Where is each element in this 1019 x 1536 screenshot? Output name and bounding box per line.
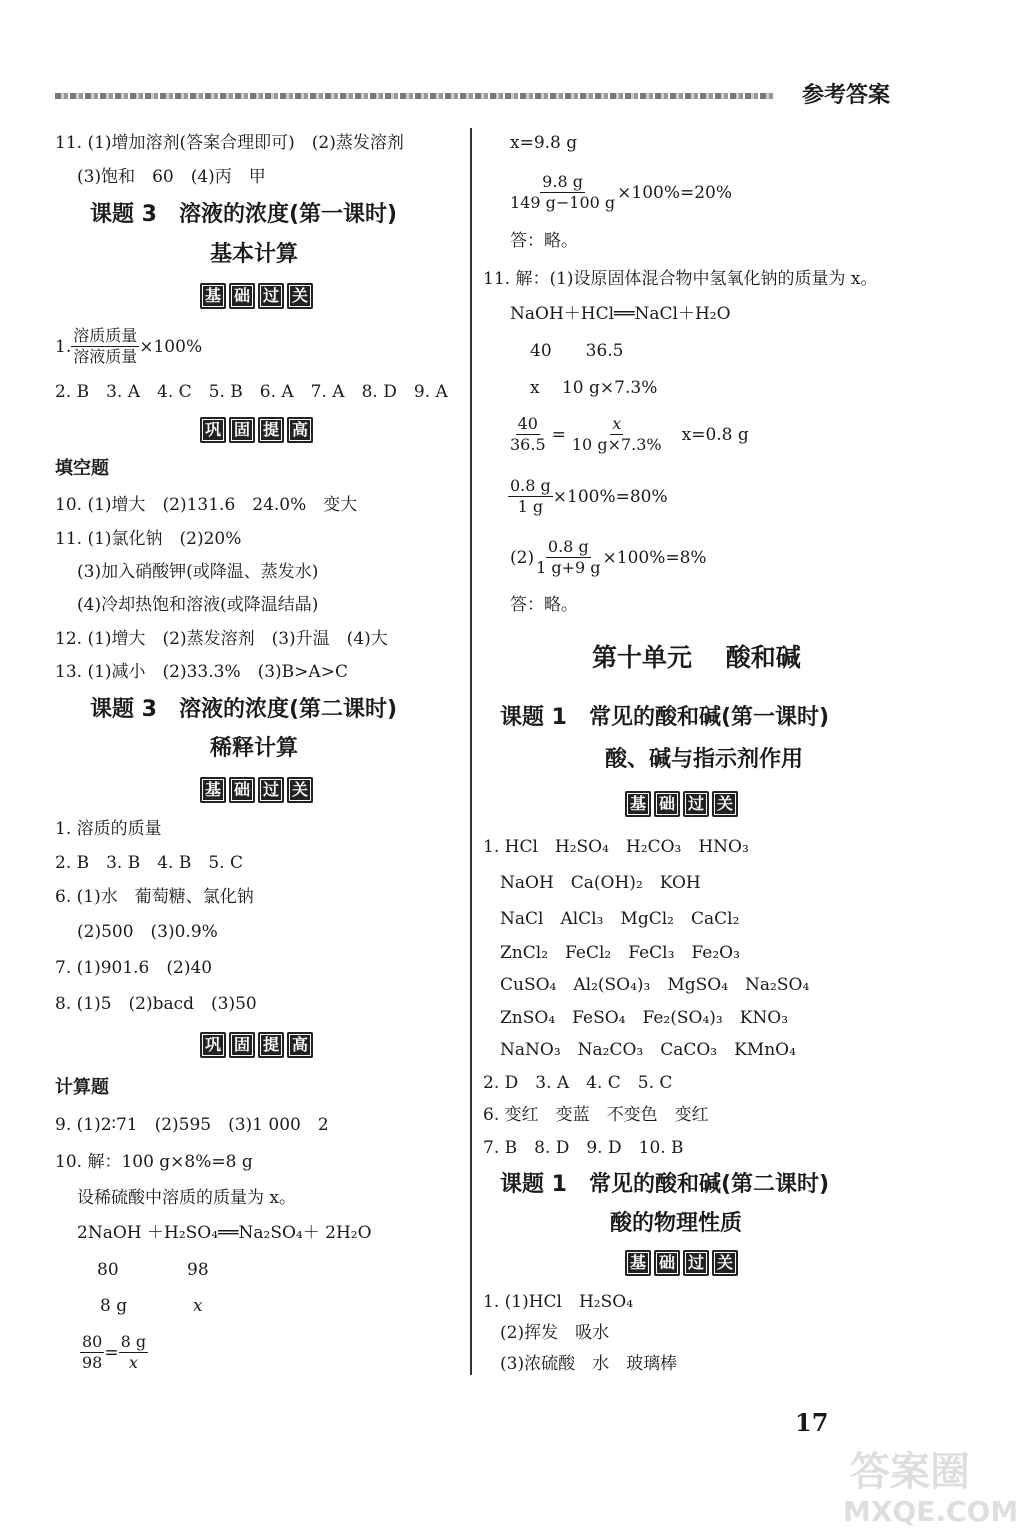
- answer-line: 6. (1)水 葡萄糖、氯化钠: [55, 887, 254, 907]
- equation-value: 8 g: [100, 1296, 128, 1316]
- answer-line: 答：略。: [510, 595, 578, 615]
- section-subtitle: 稀释计算: [210, 736, 299, 761]
- answer-line: (2)挥发 吸水: [500, 1323, 610, 1343]
- answer-fraction: $\frac{9.8 g}{149 g-100 g}$ ×100%=20%: [510, 172, 733, 212]
- badge-basic: 基 础 过 关: [200, 283, 313, 309]
- answer-fraction: $\frac{0.8 g}{1 g}$ ×100%=80%: [510, 476, 668, 516]
- answer-line: ZnCl₂ FeCl₂ FeCl₃ Fe₂O₃: [500, 943, 740, 963]
- answer-line: NaOH Ca(OH)₂ KOH: [500, 873, 701, 893]
- answer-line: (2)500 (3)0.9%: [77, 922, 218, 942]
- equation-value: 40 36.5: [530, 341, 624, 361]
- section-subtitle: 酸的物理性质: [610, 1211, 743, 1236]
- answer-line: 答：略。: [510, 231, 578, 251]
- section-subtitle: 基本计算: [210, 242, 299, 267]
- answer-line: (4)冷却热饱和溶液(或降温结晶): [77, 595, 319, 615]
- header-rule: [55, 93, 775, 99]
- equation-value: x 10 g×7.3%: [530, 378, 658, 398]
- answer-line: CuSO₄ Al₂(SO₄)₃ MgSO₄ Na₂SO₄: [500, 975, 810, 995]
- answer-line: (3)饱和 60 (4)丙 甲: [77, 167, 266, 187]
- answer-fraction: (2) $\frac{0.8 g}{1 g+9 g}$ ×100%=8%: [510, 537, 707, 577]
- watermark-logo: 答案圈: [850, 1449, 970, 1495]
- answer-line: 6. 变红 变蓝 不变色 变红: [483, 1105, 709, 1125]
- badge-basic: 基 础 过 关: [625, 791, 738, 817]
- answer-line: 11. 解：(1)设原固体混合物中氢氧化钠的质量为 x。: [483, 269, 878, 289]
- page-number: 17: [795, 1408, 829, 1437]
- answer-line: 2. D 3. A 4. C 5. C: [483, 1073, 673, 1093]
- answer-line: 2. B 3. B 4. B 5. C: [55, 853, 243, 873]
- answer-line: ZnSO₄ FeSO₄ Fe₂(SO₄)₃ KNO₃: [500, 1008, 789, 1028]
- answer-line: 11. (1)氯化钠 (2)20%: [55, 529, 242, 549]
- answer-line: NaCl AlCl₃ MgCl₂ CaCl₂: [500, 909, 740, 929]
- badge-improve: 巩 固 提 高: [200, 417, 313, 443]
- section-title: 课题 3 溶液的浓度(第一课时): [90, 202, 398, 227]
- watermark-url: MXQE.COM: [843, 1495, 1019, 1528]
- answer-line: 10. (1)增大 (2)131.6 24.0% 变大: [55, 495, 358, 515]
- header-title: 参考答案: [802, 83, 891, 108]
- answer-fraction: 1. $\frac{\text{溶质质量}}{\text{溶液质量}}$ ×100%: [55, 326, 203, 366]
- category-title: 填空题: [55, 458, 109, 479]
- answer-line: (3)浓硫酸 水 玻璃棒: [500, 1354, 678, 1374]
- answer-line: 9. (1)2∶71 (2)595 (3)1 000 2: [55, 1115, 329, 1135]
- chemical-equation: NaOH＋HCl══NaCl＋H₂O: [510, 304, 731, 324]
- badge-basic: 基 础 过 关: [625, 1250, 738, 1276]
- answer-line: 设稀硫酸中溶质的质量为 x。: [77, 1188, 296, 1208]
- proportion: $\frac{80}{98}$ = $\frac{8 g}{x}$: [82, 1332, 147, 1372]
- answer-line: 7. B 8. D 9. D 10. B: [483, 1138, 684, 1158]
- answer-line: 12. (1)增大 (2)蒸发溶剂 (3)升温 (4)大: [55, 629, 388, 649]
- answer-line: 10. 解：100 g×8%=8 g: [55, 1152, 253, 1172]
- answer-line: 1. (1)HCl H₂SO₄: [483, 1292, 634, 1312]
- answer-line: 11. (1)增加溶剂(答案合理即可) (2)蒸发溶剂: [55, 133, 404, 153]
- equation-value: 98: [187, 1260, 209, 1280]
- section-title: 课题 3 溶液的浓度(第二课时): [90, 697, 398, 722]
- answer-line: 7. (1)901.6 (2)40: [55, 958, 213, 978]
- chemical-equation: 2NaOH ＋H₂SO₄══Na₂SO₄＋ 2H₂O: [77, 1223, 372, 1243]
- unit-title: 第十单元 酸和碱: [592, 643, 801, 672]
- equation-value: x: [193, 1296, 203, 1316]
- answer-line: 2. B 3. A 4. C 5. B 6. A 7. A 8. D 9. A: [55, 382, 448, 402]
- answer-line: 1. HCl H₂SO₄ H₂CO₃ HNO₃: [483, 837, 749, 857]
- answer-line: (3)加入硝酸钾(或降温、蒸发水): [77, 562, 319, 582]
- category-title: 计算题: [55, 1077, 109, 1098]
- badge-basic: 基 础 过 关: [200, 777, 313, 803]
- answer-line: 8. (1)5 (2)bacd (3)50: [55, 994, 257, 1014]
- proportion: $\frac{40}{36.5}$ = $\frac{x}{10 g\times 7.3\%}$ x=0.8 g: [510, 414, 749, 454]
- answer-line: x=9.8 g: [510, 133, 578, 153]
- badge-improve: 巩 固 提 高: [200, 1032, 313, 1058]
- equation-value: 80: [97, 1260, 119, 1280]
- answer-line: NaNO₃ Na₂CO₃ CaCO₃ KMnO₄: [500, 1040, 796, 1060]
- column-divider: [470, 128, 472, 1375]
- section-title: 课题 1 常见的酸和碱(第二课时): [500, 1172, 830, 1197]
- section-subtitle: 酸、碱与指示剂作用: [605, 747, 804, 772]
- answer-line: 1. 溶质的质量: [55, 819, 162, 839]
- answer-line: 13. (1)减小 (2)33.3% (3)B>A>C: [55, 662, 348, 682]
- section-title: 课题 1 常见的酸和碱(第一课时): [500, 705, 830, 730]
